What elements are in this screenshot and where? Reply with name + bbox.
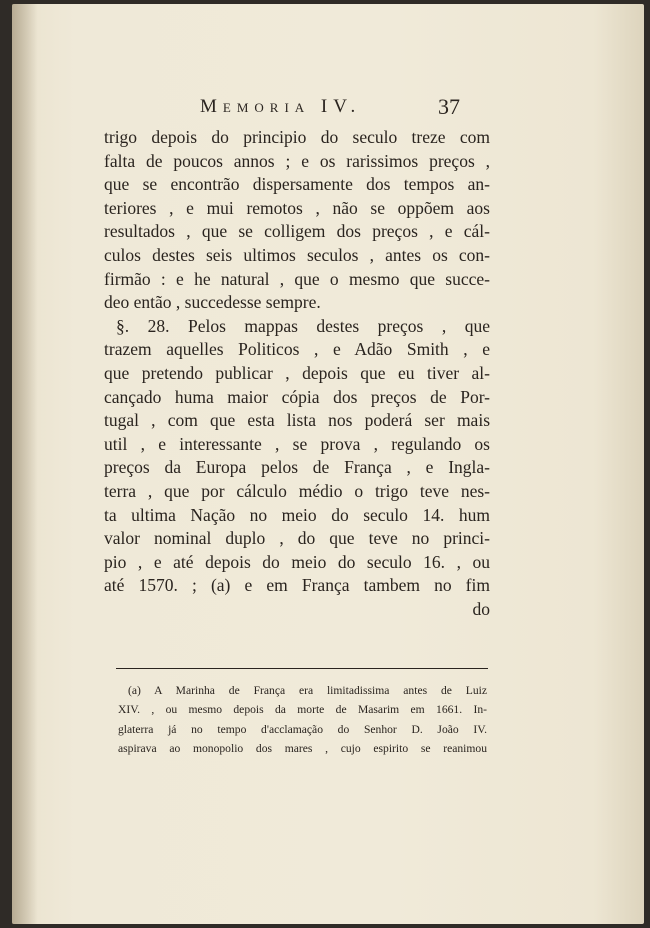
- text-line: firmão : e he natural , que o mesmo que succe-: [104, 268, 490, 289]
- text-line: falta de poucos annos ; e os rarissimos preços ,: [104, 150, 490, 171]
- text-line: teriores , e mui remotos , não se oppõem aos: [104, 197, 490, 218]
- footnote-block: [118, 681, 487, 758]
- text-line: tugal , com que esta lista nos poderá ser mais: [104, 410, 490, 431]
- text-line: cançado huma maior cópia dos preços de Por-: [104, 386, 490, 407]
- page-gutter-shadow: [12, 4, 38, 924]
- text-line: trigo depois do principio do seculo treze com: [104, 127, 490, 147]
- page-header: [190, 96, 490, 126]
- text-line: valor nominal duplo , do que teve no princi-: [104, 528, 490, 549]
- catchword: do: [472, 598, 490, 619]
- text-line: terra , que por cálculo médio o trigo teve nes-: [104, 480, 490, 501]
- footnote-line: (a) A Marinha de França era limitadissima antes de Luiz: [128, 684, 487, 697]
- text-line: que pretendo publicar , depois que eu tiver al-: [104, 362, 490, 383]
- text-line: preços da Europa pelos de França , e Ingla-: [104, 457, 490, 478]
- text-line: deo então , succedesse sempre.: [104, 292, 321, 313]
- page-number: 37: [438, 94, 460, 119]
- text-line: que se encontrão dispersamente dos tempos an-: [104, 174, 490, 195]
- footnote-line: glaterra já no tempo d'acclamação do Senhor D. João IV.: [118, 722, 487, 736]
- text-line: util , e interessante , se prova , regulando os: [104, 433, 490, 454]
- text-line: até 1570. ; (a) e em França tambem no fim: [104, 575, 490, 596]
- section-heading-line: §. 28. Pelos mappas destes preços , que: [116, 315, 490, 336]
- main-text-block: [104, 126, 490, 621]
- text-line: pio , e até depois do meio do seculo 16. , ou: [104, 551, 490, 572]
- text-line: trazem aquelles Politicos , e Adão Smith , e: [104, 339, 490, 360]
- text-line: ta ultima Nação no meio do seculo 14. hum: [104, 504, 490, 525]
- running-title: Memoria IV.: [200, 96, 362, 117]
- text-line: resultados , que se colligem dos preços , e cál-: [104, 221, 490, 242]
- footnote-line: aspirava ao monopolio dos mares , cujo espirito se reanimou: [118, 741, 487, 755]
- text-line: culos destes seis ultimos seculos , antes os con-: [104, 244, 490, 265]
- footnote-line: XIV. , ou mesmo depois da morte de Masarim em 1661. In-: [118, 703, 487, 717]
- footnote-rule: [116, 668, 488, 669]
